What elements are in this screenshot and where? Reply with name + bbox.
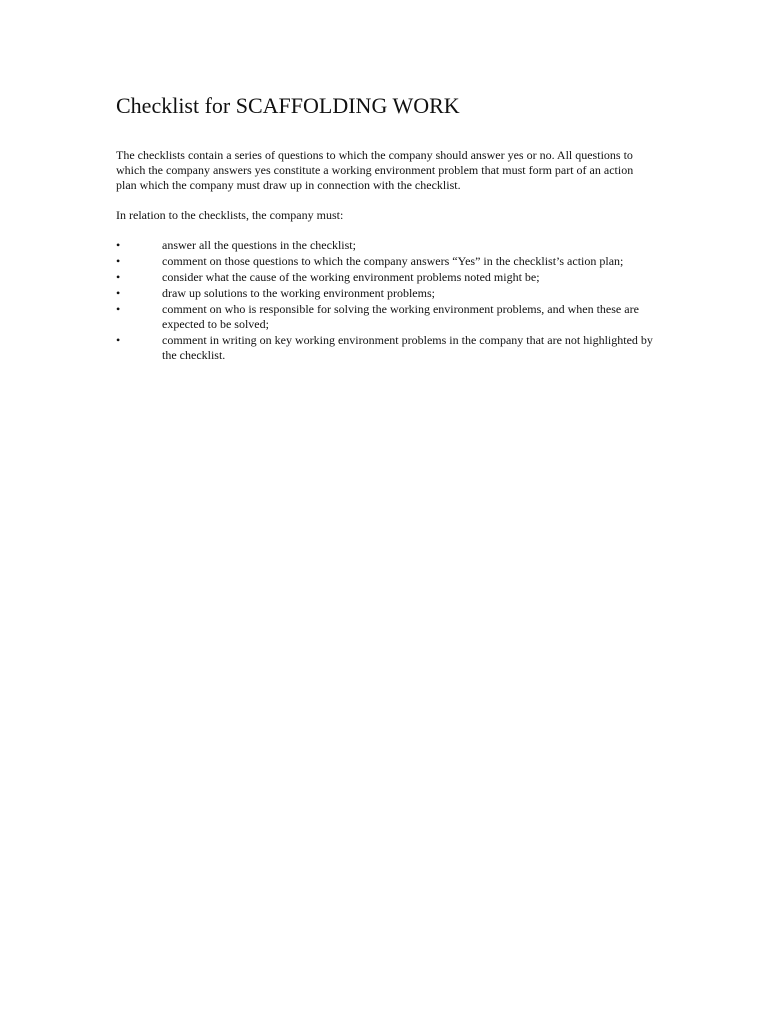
list-item-text: comment on those questions to which the company answers “Yes” in the checklist’s action plan; xyxy=(162,254,624,268)
bullet-icon: • xyxy=(116,333,121,347)
list-item xyxy=(116,333,656,363)
list-item xyxy=(116,238,656,253)
list-item xyxy=(116,302,656,332)
intro-paragraph: The checklists contain a series of questions to which the company should answer yes or no. All questions to which the company answers yes constitute a working environment problem that must form part of an action plan which the company must draw up in connection with the checklist. xyxy=(116,148,634,192)
relation-paragraph: In relation to the checklists, the company must: xyxy=(116,208,344,222)
document-content xyxy=(116,92,656,364)
bullet-icon: • xyxy=(116,286,121,300)
page-title: Checklist for SCAFFOLDING WORK xyxy=(116,93,460,118)
list-item-text: comment on who is responsible for solving the working environment problems, and when these are expected to be solved; xyxy=(162,302,639,331)
bullet-icon: • xyxy=(116,270,121,284)
bullet-icon: • xyxy=(116,238,121,252)
bullet-icon: • xyxy=(116,302,121,316)
list-item-text: answer all the questions in the checklist; xyxy=(162,238,356,252)
list-item-text: draw up solutions to the working environment problems; xyxy=(162,286,435,300)
list-item xyxy=(116,254,656,269)
list-item-text: comment in writing on key working environment problems in the company that are not highlighted by the checklist. xyxy=(162,333,653,362)
list-item xyxy=(116,286,656,301)
list-item-text: consider what the cause of the working environment problems noted might be; xyxy=(162,270,540,284)
bullet-icon: • xyxy=(116,254,121,268)
requirements-list xyxy=(116,238,656,363)
list-item xyxy=(116,270,656,285)
